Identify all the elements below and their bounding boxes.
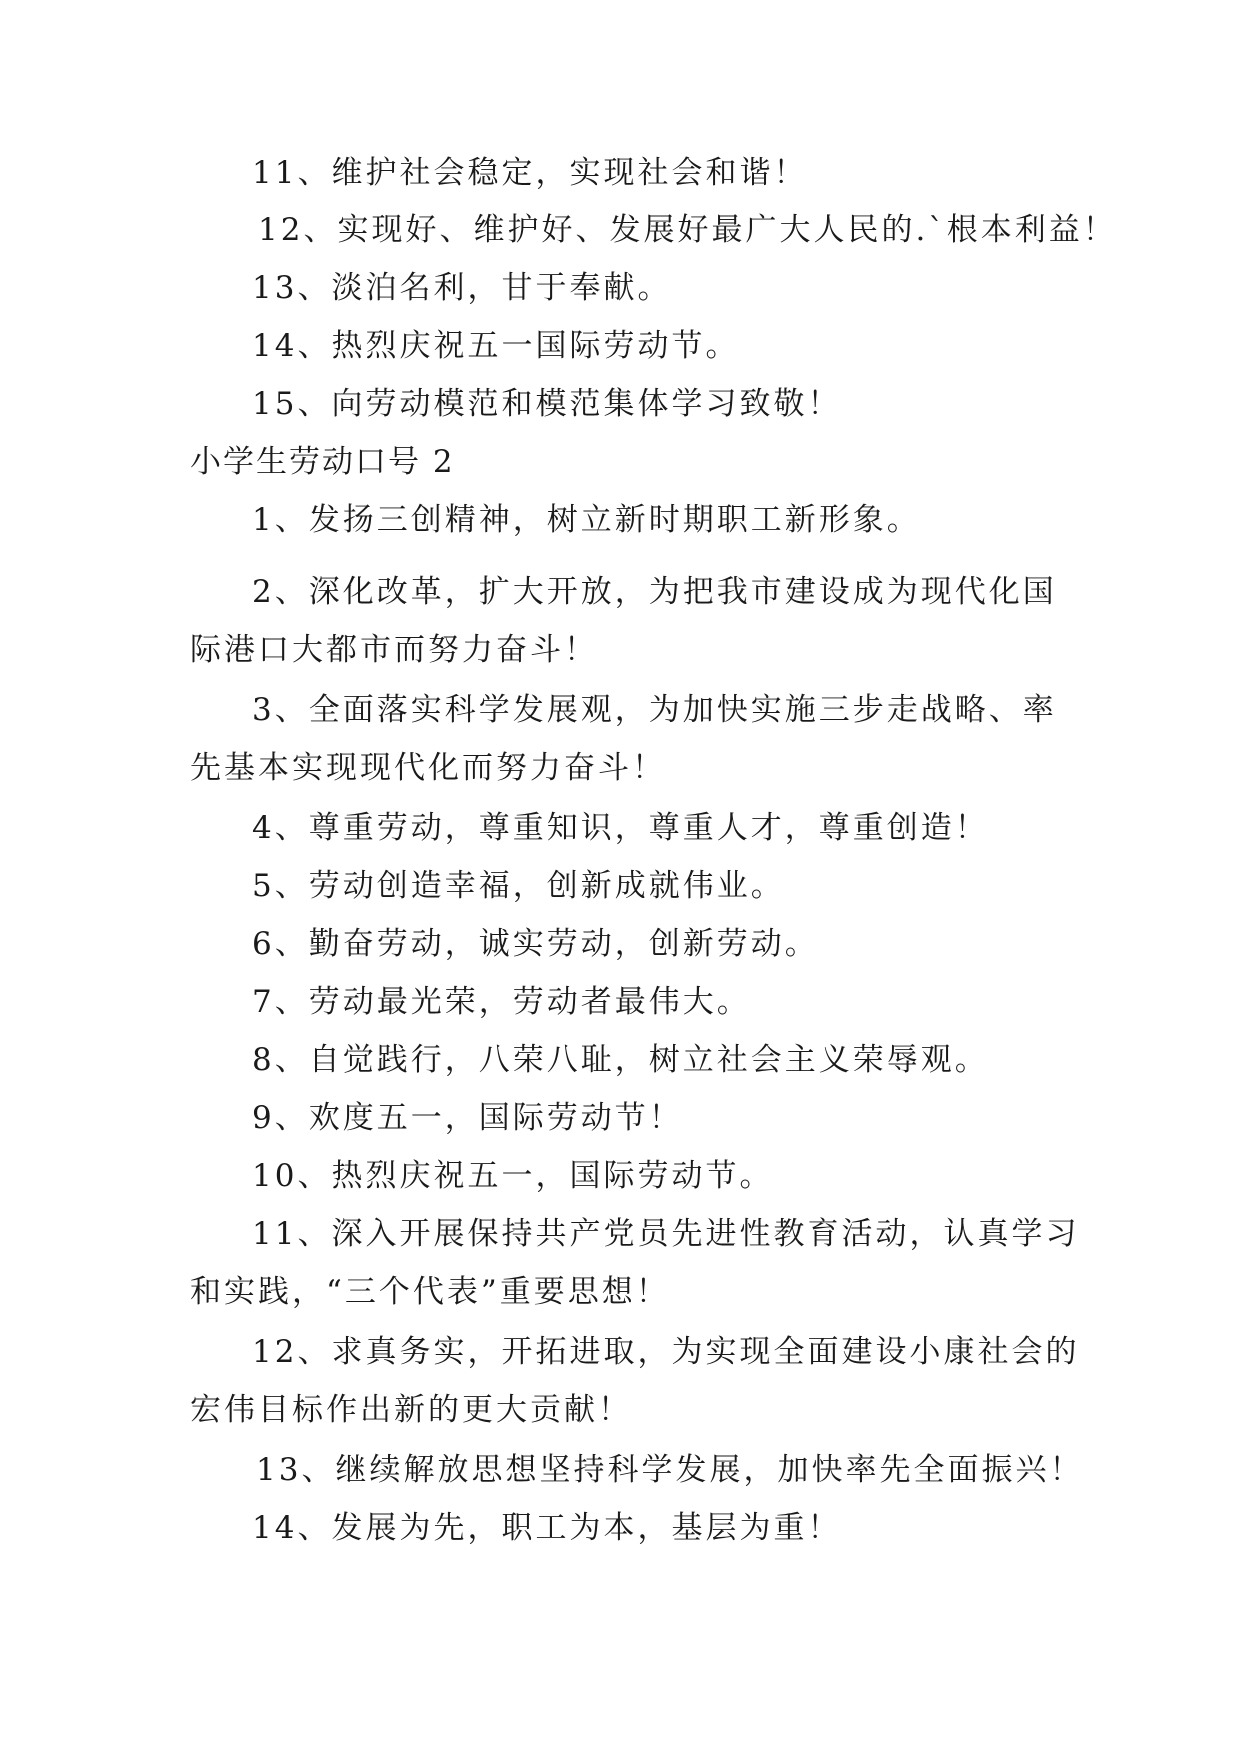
slogan-14b: 14、发展为先，职工为本，基层为重！ [252,1510,842,1546]
section-heading: 小学生劳动口号 2 [190,444,455,480]
slogan-13: 13、淡泊名利，甘于奉献。 [252,270,672,306]
slogan-12b-line-2: 宏伟目标作出新的更大贡献！ [190,1392,632,1428]
slogan-11b-line-1: 11、深入开展保持共产党员先进性教育活动，认真学习 [252,1216,1080,1252]
slogan-2-line-1: 2、深化改革，扩大开放，为把我市建设成为现代化国 [252,574,1057,610]
slogan-8: 8、自觉践行，八荣八耻，树立社会主义荣辱观。 [252,1042,989,1078]
slogan-10: 10、热烈庆祝五一，国际劳动节。 [252,1158,774,1194]
slogan-11: 11、维护社会稳定，实现社会和谐！ [252,155,808,191]
slogan-3-line-1: 3、全面落实科学发展观，为加快实施三步走战略、率 [252,692,1057,728]
slogan-13b: 13、继续解放思想坚持科学发展，加快率先全面振兴！ [256,1452,1084,1488]
slogan-11b-line-2: 和实践，“三个代表”重要思想！ [190,1274,670,1310]
slogan-3-line-2: 先基本实现现代化而努力奋斗！ [190,750,666,786]
slogan-14: 14、热烈庆祝五一国际劳动节。 [252,328,740,364]
slogan-6: 6、勤奋劳动，诚实劳动，创新劳动。 [252,926,819,962]
slogan-9: 9、欢度五一，国际劳动节！ [252,1100,683,1136]
slogan-12: 12、实现好、维护好、发展好最广大人民的.`根本利益！ [258,212,1117,248]
slogan-12b-line-1: 12、求真务实，开拓进取，为实现全面建设小康社会的 [252,1334,1080,1370]
slogan-2-line-2: 际港口大都市而努力奋斗！ [190,632,598,668]
slogan-7: 7、劳动最光荣，劳动者最伟大。 [252,984,751,1020]
slogan-4: 4、尊重劳动，尊重知识，尊重人才，尊重创造！ [252,810,989,846]
slogan-15: 15、向劳动模范和模范集体学习致敬！ [252,386,842,422]
slogan-5: 5、劳动创造幸福，创新成就伟业。 [252,868,785,904]
slogan-1: 1、发扬三创精神，树立新时期职工新形象。 [252,502,921,538]
